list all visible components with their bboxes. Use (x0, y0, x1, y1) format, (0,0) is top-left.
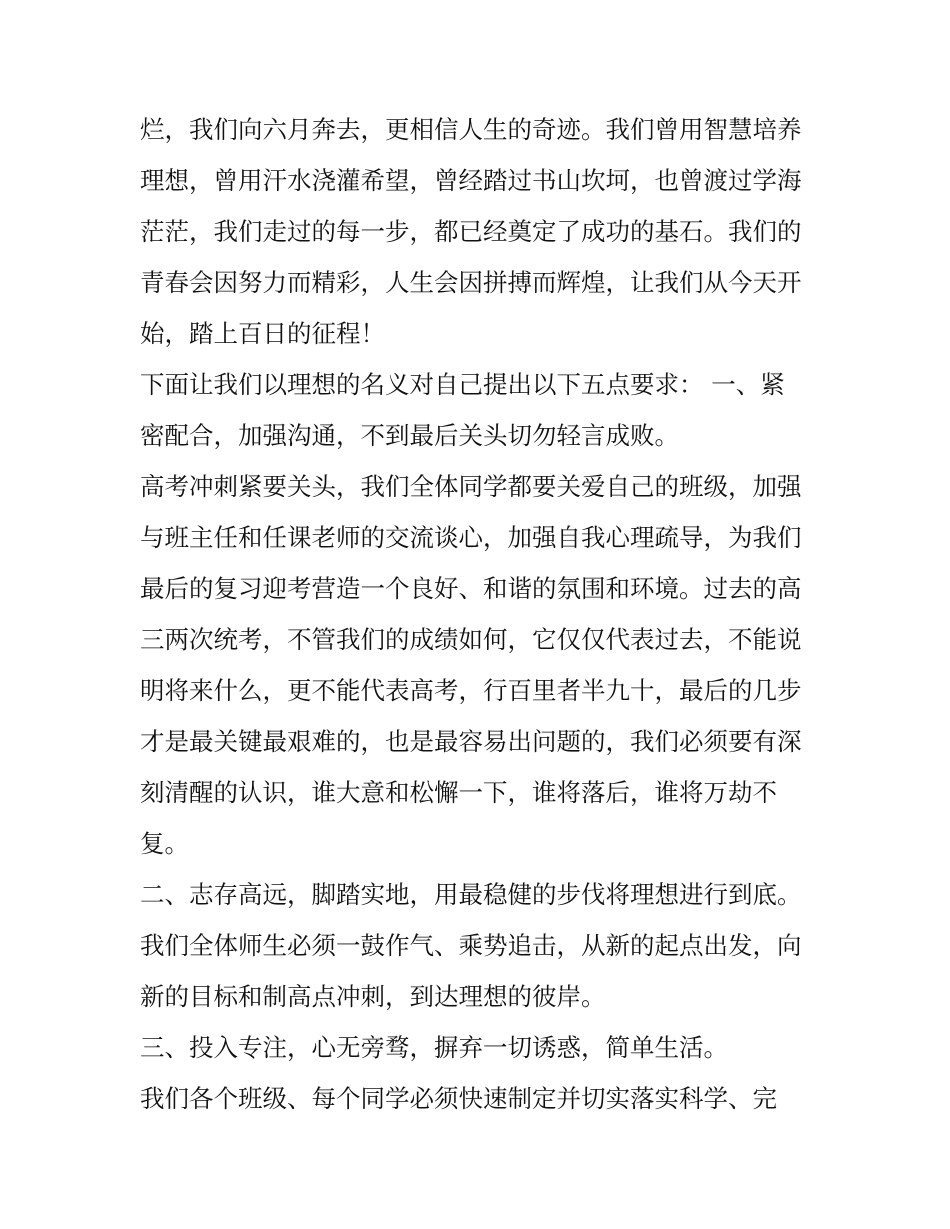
text-line: 三两次统考，不管我们的成绩如何，它仅仅代表过去，不能说 (140, 625, 802, 654)
text-line: 烂，我们向六月奔去，更相信人生的奇迹。我们曾用智慧培养 (140, 115, 802, 144)
text-line: 青春会因努力而精彩，人生会因拼搏而辉煌，让我们从今天开 (140, 268, 802, 297)
text-line: 二、志存高远，脚踏实地，用最稳健的步伐将理想进行到底。 (140, 880, 802, 909)
text-line: 我们各个班级、每个同学必须快速制定并切实落实科学、完 (140, 1084, 777, 1113)
text-line: 我们全体师生必须一鼓作气、乘势追击，从新的起点出发，向 (140, 931, 802, 960)
document-body (140, 104, 822, 1124)
text-line: 高考冲刺紧要关头，我们全体同学都要关爱自己的班级，加强 (140, 472, 802, 501)
text-line: 新的目标和制高点冲刺，到达理想的彼岸。 (140, 982, 606, 1011)
text-line: 复。 (140, 829, 189, 858)
text-line: 下面让我们以理想的名义对自己提出以下五点要求： 一、紧 (140, 370, 785, 399)
text-line: 与班主任和任课老师的交流谈心，加强自我心理疏导，为我们 (140, 523, 802, 552)
text-line: 刻清醒的认识，谁大意和松懈一下，谁将落后，谁将万劫不 (140, 778, 777, 807)
text-line: 始，踏上百日的征程！ (140, 319, 385, 348)
text-line: 才是最关键最艰难的，也是最容易出问题的，我们必须要有深 (140, 727, 802, 756)
text-line: 三、投入专注，心无旁骛，摒弃一切诱惑，简单生活。 (140, 1033, 728, 1062)
text-line: 最后的复习迎考营造一个良好、和谐的氛围和环境。过去的高 (140, 574, 802, 603)
text-line: 茫茫，我们走过的每一步，都已经奠定了成功的基石。我们的 (140, 217, 802, 246)
text-line: 密配合，加强沟通，不到最后关头切勿轻言成败。 (140, 421, 679, 450)
text-line: 理想，曾用汗水浇灌希望，曾经踏过书山坎坷，也曾渡过学海 (140, 166, 802, 195)
text-line: 明将来什么，更不能代表高考，行百里者半九十，最后的几步 (140, 676, 802, 705)
